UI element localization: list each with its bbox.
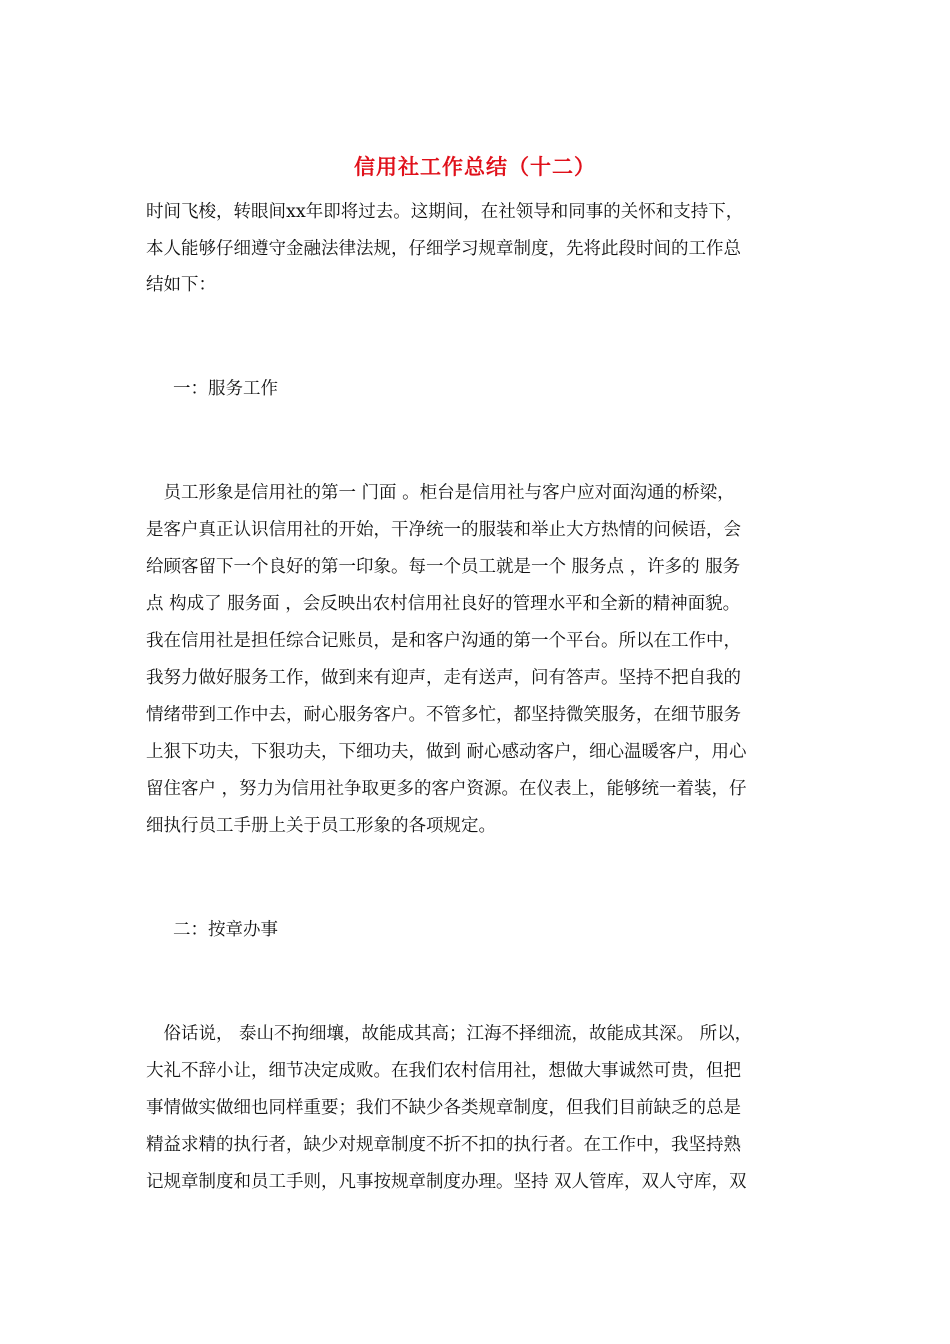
paragraph-line: 事情做实做细也同样重要；我们不缺少各类规章制度，但我们目前缺乏的总是	[146, 1098, 741, 1118]
paragraph-line: 情绪带到工作中去，耐心服务客户。不管多忙，都坚持微笑服务，在细节服务	[146, 705, 741, 725]
paragraph-line: 细执行员工手册上关于员工形象的各项规定。	[146, 816, 496, 836]
intro-line: 本人能够仔细遵守金融法律法规，仔细学习规章制度，先将此段时间的工作总	[146, 239, 741, 259]
paragraph-line: 留住客户 ，努力为信用社争取更多的客户资源。在仪表上，能够统一着装，仔	[146, 779, 747, 799]
paragraph-line: 精益求精的执行者，缺少对规章制度不折不扣的执行者。在工作中，我坚持熟	[146, 1135, 741, 1155]
paragraph-line: 记规章制度和员工手则，凡事按规章制度办理。坚持 双人管库，双人守库，双	[146, 1172, 747, 1192]
section-heading-service: 一：服务工作	[173, 379, 278, 399]
paragraph-line: 我在信用社是担任综合记账员，是和客户沟通的第一个平台。所以在工作中，	[146, 631, 741, 651]
intro-line: 时间飞梭，转眼间xx年即将过去。这期间，在社领导和同事的关怀和支持下，	[146, 202, 744, 222]
paragraph-line: 给顾客留下一个良好的第一印象。每一个员工就是一个 服务点 ，许多的 服务	[146, 557, 741, 577]
paragraph-line: 大礼不辞小让，细节决定成败。在我们农村信用社，想做大事诚然可贵，但把	[146, 1061, 741, 1081]
paragraph-line: 我努力做好服务工作，做到来有迎声，走有送声，问有答声。坚持不把自我的	[146, 668, 741, 688]
paragraph-line: 点 构成了 服务面 ，会反映出农村信用社良好的管理水平和全新的精神面貌。	[146, 594, 741, 614]
paragraph-line: 员工形象是信用社的第一 门面 。柜台是信用社与客户应对面沟通的桥梁，	[146, 483, 735, 503]
section-heading-rules: 二：按章办事	[173, 920, 278, 940]
document-title: 信用社工作总结（十二）	[354, 154, 596, 179]
paragraph-line: 上狠下功夫，下狠功夫，下细功夫，做到 耐心感动客户，细心温暖客户，用心	[146, 742, 747, 762]
paragraph-line: 俗话说， 泰山不拘细壤，故能成其高；江海不择细流，故能成其深。 所以，	[146, 1024, 753, 1044]
paragraph-line: 是客户真正认识信用社的开始，干净统一的服装和举止大方热情的问候语，会	[146, 520, 741, 540]
intro-line: 结如下：	[146, 275, 216, 295]
